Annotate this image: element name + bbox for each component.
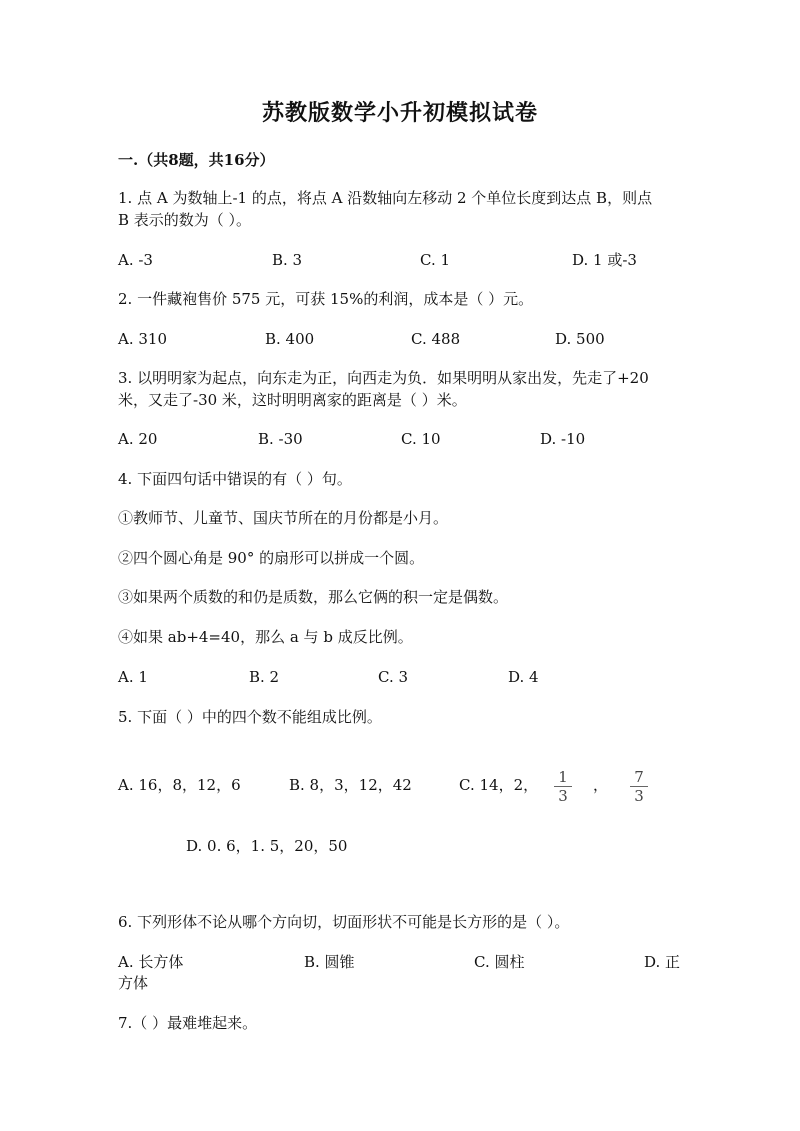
- q2-option-a: A. 310: [118, 330, 167, 348]
- page-title: 苏教版数学小升初模拟试卷: [261, 100, 538, 126]
- q6-option-d-cont: 方体: [118, 974, 149, 992]
- q1-option-d: D. 1 或-3: [572, 251, 637, 269]
- q3-option-b: B. -30: [258, 430, 303, 448]
- section-heading: 一.（共8题，共16分）: [118, 151, 275, 169]
- q6-option-a: A. 长方体: [118, 953, 184, 971]
- q4-statement-4: ④如果 ab+4=40，那么 a 与 b 成反比例。: [118, 628, 413, 646]
- q5-fraction-seven-thirds: [627, 769, 651, 804]
- fraction-denominator: 3: [558, 787, 568, 805]
- question-5-text: 5. 下面（ ）中的四个数不能组成比例。: [118, 708, 382, 726]
- q2-option-c: C. 488: [411, 330, 461, 348]
- question-4-text: 4. 下面四句话中错误的有（ ）句。: [118, 470, 352, 488]
- q4-statement-1: ①教师节、儿童节、国庆节所在的月份都是小月。: [118, 509, 449, 527]
- q3-option-c: C. 10: [401, 430, 441, 448]
- q1-option-a: A. -3: [118, 251, 153, 269]
- q1-option-b: B. 3: [272, 251, 303, 269]
- q5-option-a: A. 16，8，12，6: [118, 776, 241, 794]
- question-3-text-cont: 米，又走了-30 米，这时明明离家的距离是（ ）米。: [118, 391, 467, 409]
- question-1-text-cont: B 表示的数为（ ）。: [118, 211, 252, 229]
- q4-option-a: A. 1: [118, 668, 148, 686]
- q5-fraction-one-third: [551, 769, 575, 804]
- q5-option-c-comma: ，: [593, 776, 609, 794]
- q6-option-b: B. 圆锥: [304, 953, 355, 971]
- q5-option-b: B. 8，3，12，42: [289, 776, 412, 794]
- question-2-text: 2. 一件藏袍售价 575 元，可获 15%的利润，成本是（ ）元。: [118, 290, 534, 308]
- q1-option-c: C. 1: [420, 251, 451, 269]
- q4-statement-3: ③如果两个质数的和仍是质数，那么它俩的积一定是偶数。: [118, 588, 509, 606]
- q2-option-d: D. 500: [555, 330, 605, 348]
- fraction-numerator: 1: [558, 768, 568, 786]
- q4-option-c: C. 3: [378, 668, 409, 686]
- q4-statement-2: ②四个圆心角是 90° 的扇形可以拼成一个圆。: [118, 549, 425, 567]
- q4-option-d: D. 4: [508, 668, 539, 686]
- fraction-denominator: 3: [634, 787, 644, 805]
- q2-option-b: B. 400: [265, 330, 315, 348]
- question-1-text: 1. 点 A 为数轴上-1 的点，将点 A 沿数轴向左移动 2 个单位长度到达点 B，则点: [118, 189, 653, 207]
- q5-option-d: D. 0. 6，1. 5，20，50: [186, 837, 348, 855]
- q4-option-b: B. 2: [249, 668, 280, 686]
- q3-option-a: A. 20: [118, 430, 158, 448]
- q5-option-c: C. 14，2，: [459, 776, 539, 794]
- question-7-text: 7.（ ）最难堆起来。: [118, 1014, 258, 1032]
- q6-option-d: D. 正: [644, 953, 681, 971]
- question-6-text: 6. 下列形体不论从哪个方向切，切面形状不可能是长方形的是（ ）。: [118, 913, 570, 931]
- q6-option-c: C. 圆柱: [474, 953, 525, 971]
- q3-option-d: D. -10: [540, 430, 586, 448]
- fraction-numerator: 7: [634, 768, 644, 786]
- question-3-text: 3. 以明明家为起点，向东走为正，向西走为负．如果明明从家出发，先走了+20: [118, 369, 649, 387]
